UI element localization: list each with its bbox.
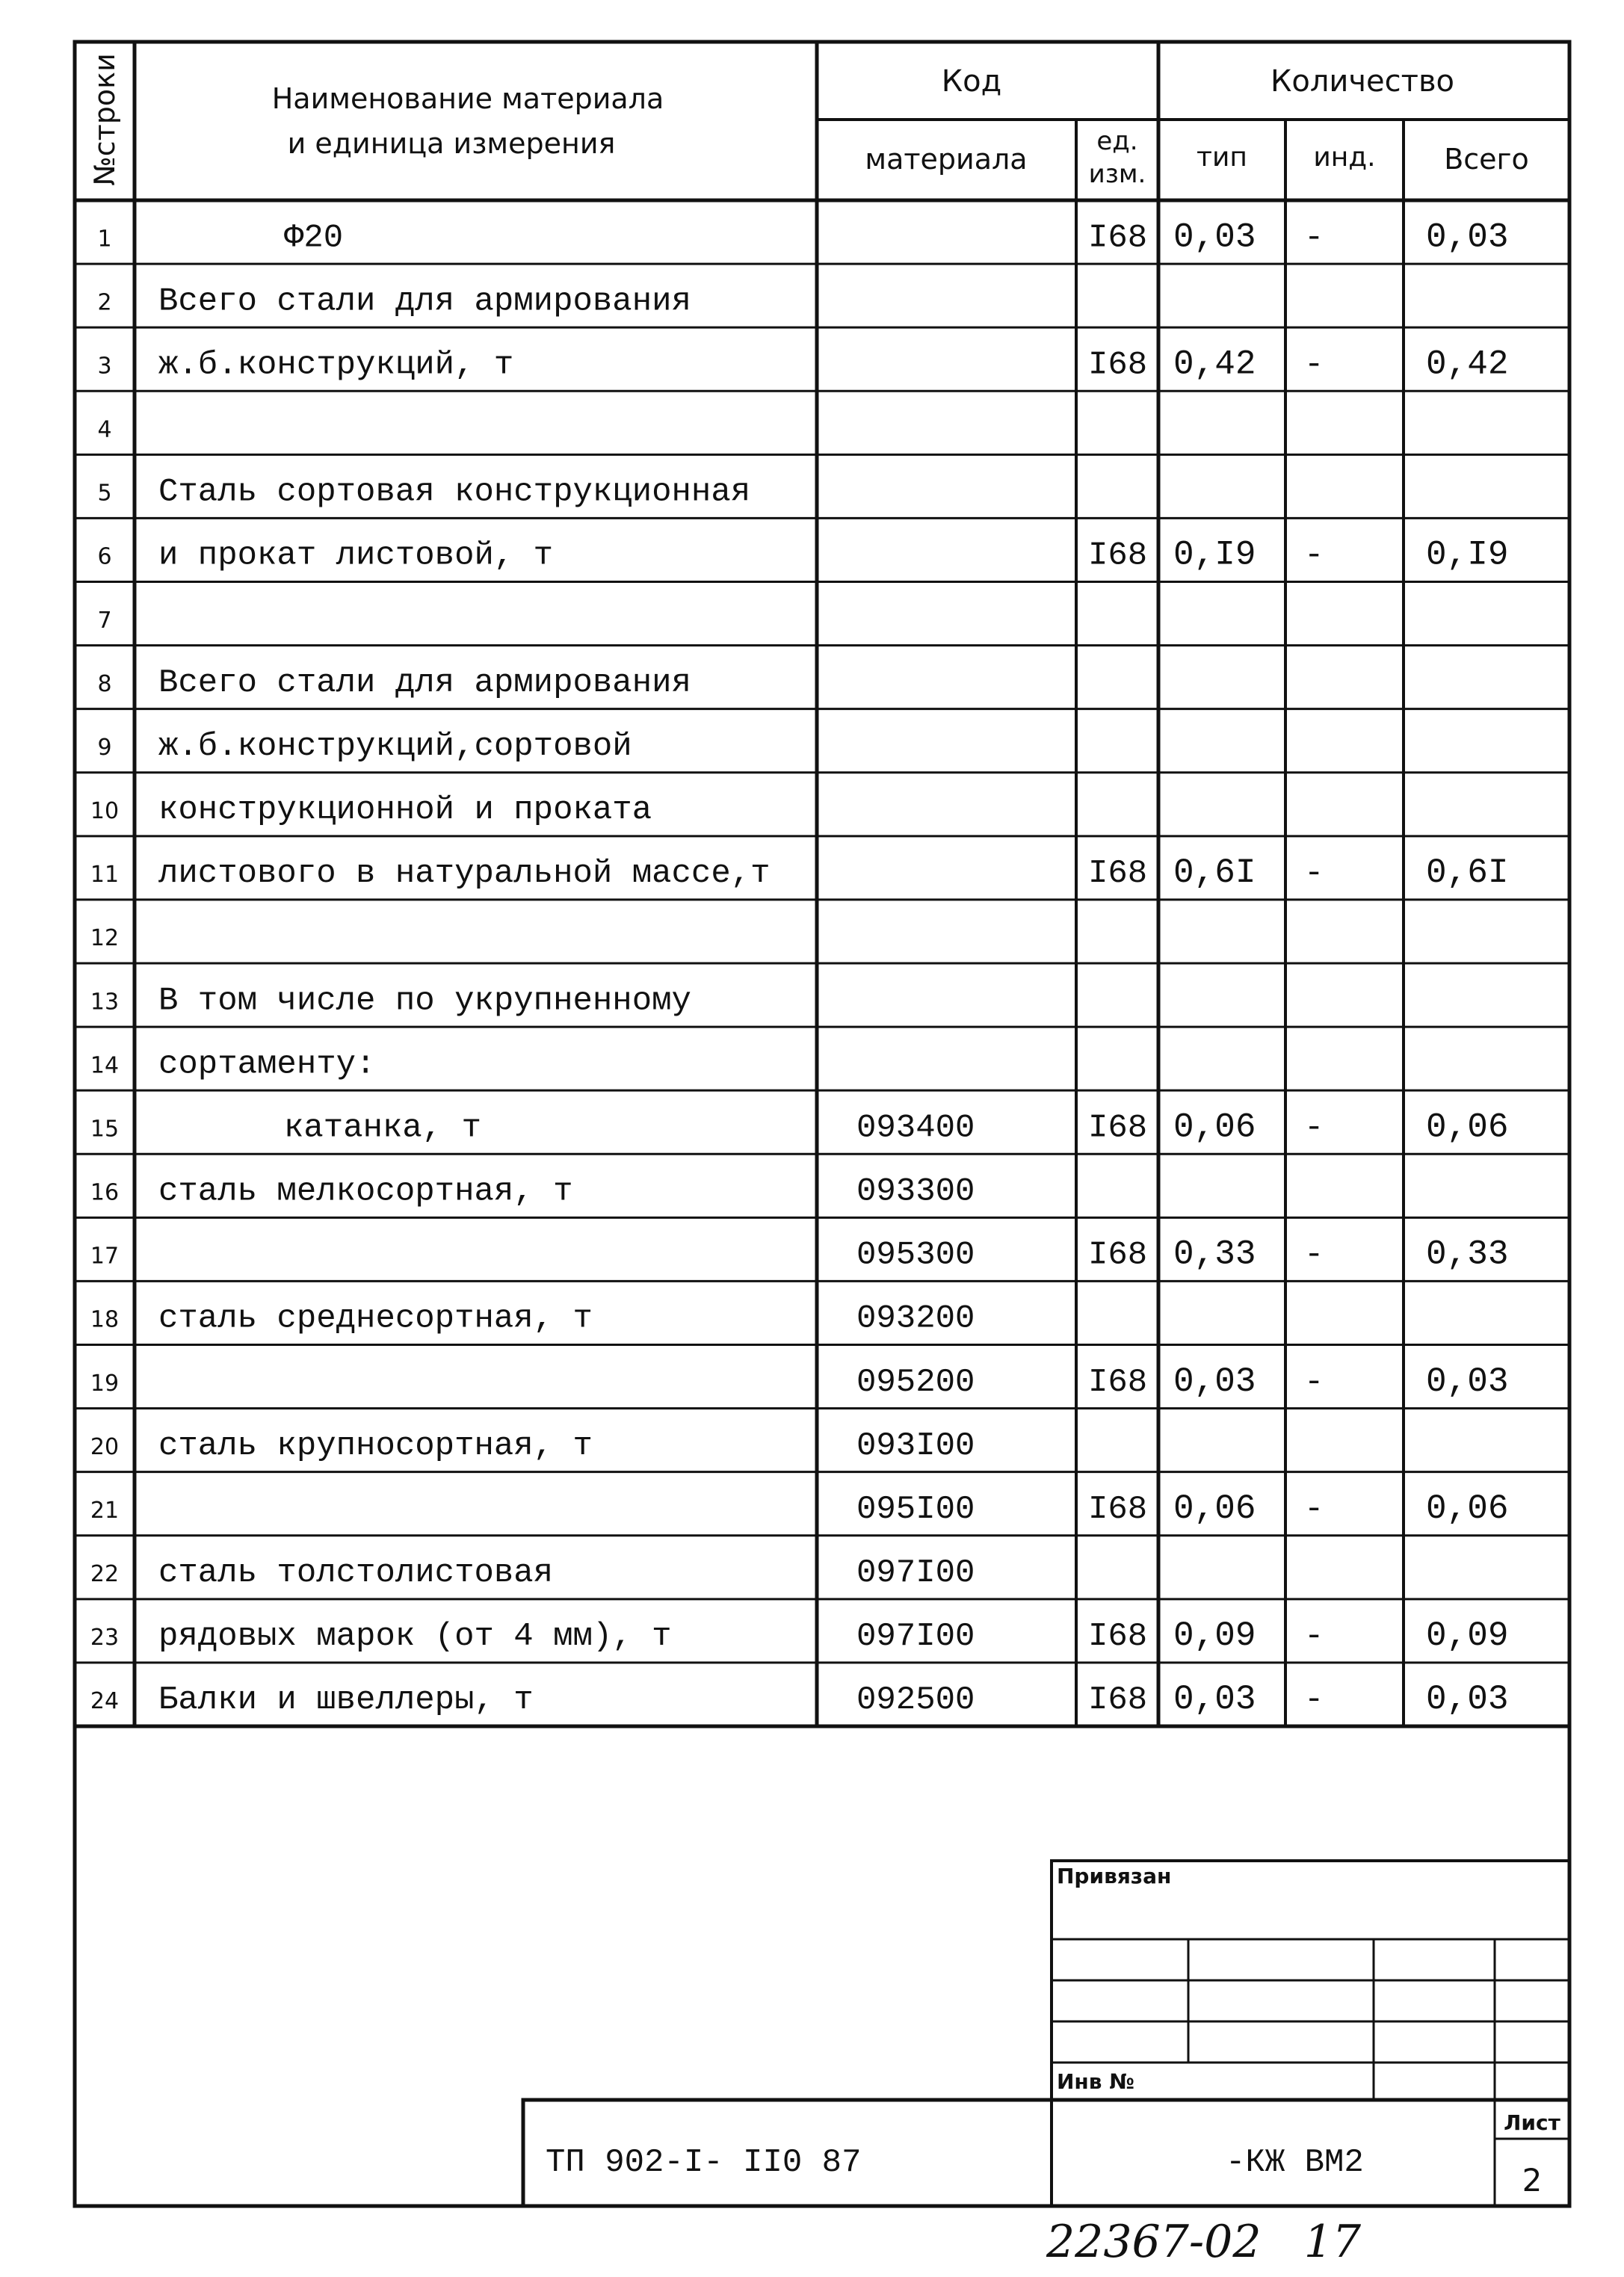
row-name: сталь крупносортная, т bbox=[158, 1427, 593, 1465]
row-material-code: 095300 bbox=[856, 1236, 975, 1274]
row-qty-ind: - bbox=[1304, 1681, 1324, 1720]
row-name: Всего стали для армирования bbox=[158, 282, 691, 321]
table-rows bbox=[90, 217, 1509, 1719]
row-qty-total: 0,I9 bbox=[1426, 535, 1509, 575]
table-row bbox=[90, 853, 1509, 892]
table-row bbox=[90, 1554, 975, 1592]
stamp-inv-label: Инв № bbox=[1057, 2069, 1134, 2094]
row-name: Сталь сортовая конструкционная bbox=[158, 473, 751, 511]
header-name-line2: и единица измерения bbox=[287, 127, 616, 160]
row-material-code: 092500 bbox=[856, 1681, 975, 1720]
row-name: листового в натуральной массе,т bbox=[158, 855, 771, 893]
row-qty-type: 0,09 bbox=[1173, 1616, 1256, 1656]
row-unit-code: I68 bbox=[1088, 1236, 1148, 1274]
row-qty-type: 0,6I bbox=[1173, 853, 1256, 893]
table-row bbox=[90, 1300, 975, 1338]
stamp-sheet-number: 2 bbox=[1522, 2162, 1543, 2199]
row-material-code: 097I00 bbox=[856, 1554, 975, 1592]
row-unit-code: I68 bbox=[1088, 219, 1148, 257]
row-qty-ind: - bbox=[1304, 1490, 1324, 1528]
row-number: 11 bbox=[90, 862, 120, 889]
row-qty-total: 0,06 bbox=[1426, 1107, 1509, 1147]
row-name: рядовых марок (от 4 мм), т bbox=[158, 1618, 672, 1656]
table-row bbox=[90, 925, 119, 951]
row-material-code: 095I00 bbox=[856, 1490, 975, 1528]
row-number: 14 bbox=[90, 1052, 120, 1079]
table-row bbox=[97, 536, 1508, 575]
table-row bbox=[97, 474, 750, 511]
row-number: 21 bbox=[90, 1497, 120, 1524]
row-qty-ind: - bbox=[1304, 1236, 1324, 1274]
stamp-doc-suffix: -КЖ ВМ2 bbox=[1226, 2144, 1364, 2181]
row-number: 5 bbox=[97, 480, 112, 507]
header-qty-type: тип bbox=[1197, 142, 1247, 173]
row-unit-code: I68 bbox=[1088, 1109, 1148, 1147]
row-qty-type: 0,03 bbox=[1173, 1362, 1256, 1401]
table-row bbox=[90, 1173, 975, 1211]
row-qty-total: 0,33 bbox=[1426, 1235, 1509, 1274]
row-name: Всего стали для армирования bbox=[158, 664, 691, 702]
row-unit-code: I68 bbox=[1088, 537, 1148, 575]
stamp-bound-label: Привязан bbox=[1057, 1864, 1172, 1888]
row-number: 2 bbox=[97, 289, 112, 316]
row-unit-code: I68 bbox=[1088, 855, 1148, 893]
table-row bbox=[90, 1427, 975, 1465]
row-name: сталь мелкосортная, т bbox=[158, 1173, 573, 1211]
row-name: В том числе по укрупненному bbox=[158, 982, 691, 1020]
row-number: 19 bbox=[90, 1370, 120, 1397]
row-number: 6 bbox=[97, 543, 112, 570]
row-number: 13 bbox=[90, 989, 120, 1016]
table-row bbox=[90, 1489, 1509, 1528]
table-row bbox=[97, 282, 691, 320]
row-qty-total: 0,6I bbox=[1426, 853, 1509, 893]
row-qty-total: 0,03 bbox=[1426, 217, 1509, 257]
row-name: Ф20 bbox=[284, 219, 344, 257]
footer-handwritten-number: 22367-02 17 bbox=[1046, 2216, 1362, 2268]
row-qty-total: 0,03 bbox=[1426, 1362, 1509, 1401]
table-row bbox=[97, 608, 111, 634]
header-qty-ind: инд. bbox=[1313, 142, 1376, 173]
row-material-code: 097I00 bbox=[856, 1618, 975, 1656]
row-material-code: 093200 bbox=[856, 1300, 975, 1338]
table-row bbox=[90, 791, 652, 829]
row-qty-ind: - bbox=[1304, 1618, 1324, 1656]
row-number: 22 bbox=[90, 1561, 120, 1588]
row-number: 7 bbox=[97, 607, 112, 634]
row-number: 24 bbox=[90, 1688, 120, 1715]
row-qty-total: 0,09 bbox=[1426, 1616, 1509, 1656]
row-qty-ind: - bbox=[1304, 855, 1324, 893]
row-qty-type: 0,03 bbox=[1173, 1680, 1256, 1720]
row-number: 20 bbox=[90, 1433, 120, 1460]
row-material-code: 093300 bbox=[856, 1173, 975, 1211]
header-code-unit-1: ед. bbox=[1096, 126, 1138, 156]
table-row bbox=[90, 1235, 1509, 1274]
header-code: Код bbox=[941, 64, 1002, 99]
row-number: 23 bbox=[90, 1625, 120, 1652]
row-number: 16 bbox=[90, 1179, 120, 1206]
table-row bbox=[97, 345, 1508, 383]
row-qty-ind: - bbox=[1304, 537, 1324, 575]
table-row bbox=[97, 217, 1508, 256]
row-number: 12 bbox=[90, 925, 120, 952]
row-qty-type: 0,06 bbox=[1173, 1107, 1256, 1147]
row-name: катанка, т bbox=[284, 1109, 482, 1147]
table-row bbox=[90, 1616, 1509, 1655]
row-qty-ind: - bbox=[1304, 1363, 1324, 1401]
header-name-line1: Наименование материала bbox=[271, 82, 664, 115]
row-unit-code: I68 bbox=[1088, 1490, 1148, 1528]
row-number: 15 bbox=[90, 1116, 120, 1143]
row-name: ж.б.конструкций, т bbox=[158, 346, 514, 384]
row-name: сталь толстолистовая bbox=[158, 1554, 554, 1592]
row-number: 1 bbox=[97, 226, 112, 253]
header-quantity: Количество bbox=[1270, 64, 1455, 99]
row-material-code: 093400 bbox=[856, 1109, 975, 1147]
row-name: Балки и швеллеры, т bbox=[158, 1681, 534, 1720]
row-material-code: 095200 bbox=[856, 1363, 975, 1401]
row-name: сталь среднесортная, т bbox=[158, 1300, 593, 1338]
row-name: сортаменту: bbox=[158, 1045, 376, 1084]
header-row-no: №строки bbox=[88, 53, 121, 186]
table-row bbox=[97, 664, 691, 702]
row-qty-type: 0,06 bbox=[1173, 1489, 1256, 1528]
row-name: ж.б.конструкций,сортовой bbox=[158, 727, 632, 765]
row-number: 9 bbox=[97, 734, 112, 761]
row-number: 8 bbox=[97, 670, 112, 697]
table-row bbox=[90, 1362, 1509, 1401]
row-number: 4 bbox=[97, 416, 112, 443]
row-number: 3 bbox=[97, 353, 112, 380]
table-row bbox=[90, 1107, 1509, 1146]
row-unit-code: I68 bbox=[1088, 1681, 1148, 1720]
row-qty-ind: - bbox=[1304, 1109, 1324, 1147]
row-qty-total: 0,03 bbox=[1426, 1680, 1509, 1720]
row-unit-code: I68 bbox=[1088, 1363, 1148, 1401]
row-number: 18 bbox=[90, 1306, 120, 1333]
table-row bbox=[97, 417, 111, 443]
row-name: и прокат листовой, т bbox=[158, 537, 554, 575]
header-code-material: материала bbox=[865, 143, 1028, 176]
row-qty-total: 0,06 bbox=[1426, 1489, 1509, 1528]
table-row bbox=[90, 1680, 1509, 1719]
row-unit-code: I68 bbox=[1088, 1618, 1148, 1656]
stamp-sheet-label: Лист bbox=[1504, 2110, 1560, 2135]
row-qty-type: 0,42 bbox=[1173, 345, 1256, 384]
table-row bbox=[97, 728, 632, 765]
row-unit-code: I68 bbox=[1088, 346, 1148, 384]
row-qty-ind: - bbox=[1304, 346, 1324, 384]
header-qty-total: Всего bbox=[1444, 143, 1529, 176]
row-qty-type: 0,I9 bbox=[1173, 535, 1256, 575]
row-number: 10 bbox=[90, 798, 120, 825]
header-code-unit-2: изм. bbox=[1088, 159, 1146, 189]
row-name: конструкционной и проката bbox=[158, 791, 652, 829]
stamp-doc-code: ТП 902-I- II0 87 bbox=[546, 2144, 862, 2181]
row-qty-type: 0,03 bbox=[1173, 217, 1256, 257]
row-qty-ind: - bbox=[1304, 219, 1324, 257]
table-row bbox=[90, 982, 691, 1019]
row-qty-total: 0,42 bbox=[1426, 345, 1509, 384]
row-material-code: 093I00 bbox=[856, 1427, 975, 1465]
row-number: 17 bbox=[90, 1243, 120, 1270]
row-qty-type: 0,33 bbox=[1173, 1235, 1256, 1274]
